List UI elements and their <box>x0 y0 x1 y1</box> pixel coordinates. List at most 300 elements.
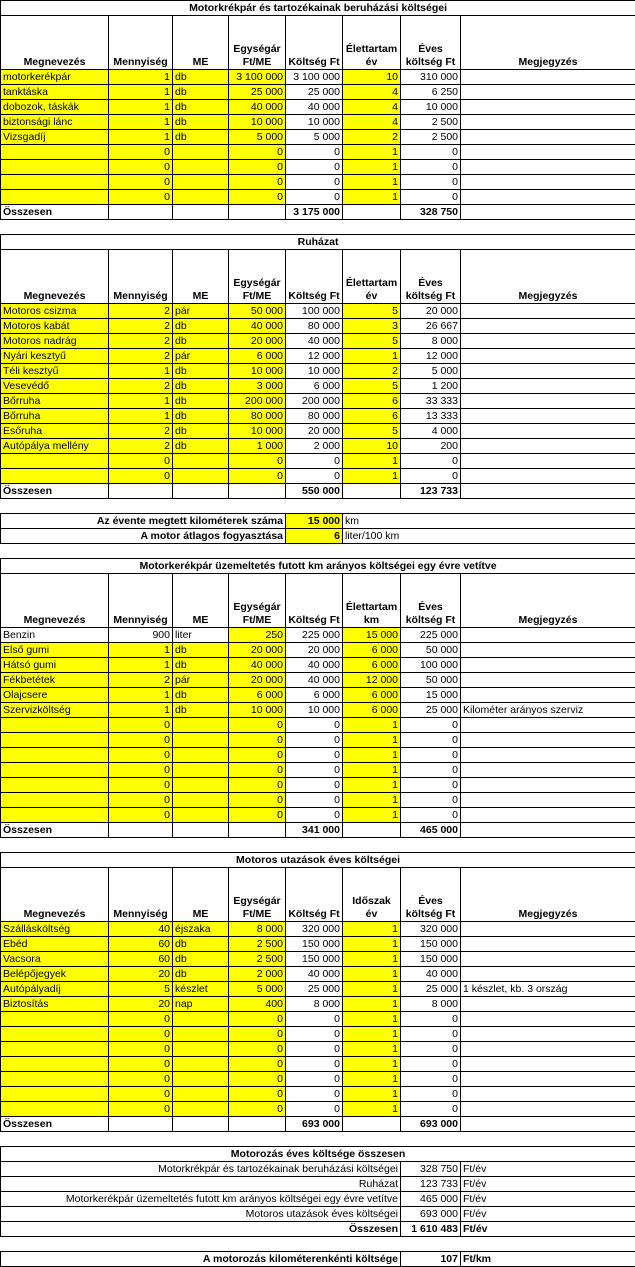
cell-unit: db <box>173 409 229 424</box>
table-row <box>1 424 635 439</box>
cell-cost: 40 000 <box>286 100 343 115</box>
total-cost: 693 000 <box>286 1117 343 1132</box>
section-title: Ruházat <box>1 235 635 250</box>
table-row <box>1 364 635 379</box>
total-annual: 693 000 <box>401 1117 461 1132</box>
cell-price: 20 000 <box>229 673 286 688</box>
cell-name: Autópálya mellény <box>1 439 109 454</box>
cell-name: Szervizköltség <box>1 703 109 718</box>
cell-lifetime: 1 <box>343 1087 401 1102</box>
cell-lifetime: 4 <box>343 115 401 130</box>
table-row <box>1 673 635 688</box>
cell-annual: 0 <box>401 793 461 808</box>
cell-price: 0 <box>229 1102 286 1117</box>
cell-annual: 0 <box>401 1072 461 1087</box>
table-row <box>1 304 635 319</box>
cell-cost: 6 000 <box>286 688 343 703</box>
section3-total <box>1 823 635 853</box>
cell-cost: 6 000 <box>286 379 343 394</box>
cell-annual: 310 000 <box>401 70 461 85</box>
table-row <box>1 952 635 967</box>
summary-label: Motoros utazások éves költségei <box>1 1207 401 1222</box>
cell-note <box>461 469 635 484</box>
cell-lifetime: 10 <box>343 70 401 85</box>
fuel-label: A motor átlagos fogyasztása <box>1 529 286 544</box>
cell-cost: 0 <box>286 733 343 748</box>
cell-name: Fékbetétek <box>1 673 109 688</box>
cell-lifetime: 2 <box>343 130 401 145</box>
cell-price: 0 <box>229 190 286 205</box>
header-row <box>1 250 635 304</box>
cell-qty: 2 <box>109 334 173 349</box>
cell-name <box>1 190 109 205</box>
summary-value: 123 733 <box>401 1177 461 1192</box>
cell-name <box>1 763 109 778</box>
table-row <box>1 469 635 484</box>
cell-annual: 8 000 <box>401 997 461 1012</box>
cell-cost: 0 <box>286 748 343 763</box>
cell-annual: 0 <box>401 808 461 823</box>
cell-price: 40 000 <box>229 100 286 115</box>
cell-name: biztonsági lánc <box>1 115 109 130</box>
table-row <box>1 130 635 145</box>
cell-annual: 15 000 <box>401 688 461 703</box>
cell-price: 0 <box>229 160 286 175</box>
cell-note <box>461 763 635 778</box>
table-row <box>1 394 635 409</box>
cell-annual: 8 000 <box>401 334 461 349</box>
cell-annual: 225 000 <box>401 628 461 643</box>
summary-title: Motorozás éves költsége összesen <box>1 1147 635 1162</box>
cell-note <box>461 952 635 967</box>
cell-unit: db <box>173 952 229 967</box>
cell-cost: 40 000 <box>286 334 343 349</box>
cell-unit: db <box>173 688 229 703</box>
cell-name: Autópályadíj <box>1 982 109 997</box>
cell-lifetime: 1 <box>343 349 401 364</box>
cell-note <box>461 409 635 424</box>
cell-name <box>1 808 109 823</box>
cell-name: Szállásköltség <box>1 922 109 937</box>
table-row <box>1 658 635 673</box>
cell-qty: 1 <box>109 658 173 673</box>
cell-name <box>1 1102 109 1117</box>
cell-qty: 1 <box>109 643 173 658</box>
cell-qty: 0 <box>109 1072 173 1087</box>
col-header-name: Megnevezés <box>1 16 109 70</box>
table-row <box>1 1042 635 1057</box>
cell-annual: 25 000 <box>401 982 461 997</box>
col-header-price: Egységár Ft/ME <box>229 16 286 70</box>
cell-name <box>1 175 109 190</box>
summary-total-unit: Ft/év <box>461 1222 635 1237</box>
cell-note <box>461 778 635 793</box>
cell-cost: 40 000 <box>286 658 343 673</box>
cell-annual: 40 000 <box>401 967 461 982</box>
fuel-value: 6 <box>286 529 343 544</box>
col-header-annual: Éves költség Ft <box>401 574 461 628</box>
cell-annual: 0 <box>401 190 461 205</box>
cell-lifetime: 6 000 <box>343 703 401 718</box>
cell-qty: 40 <box>109 922 173 937</box>
cell-cost: 5 000 <box>286 130 343 145</box>
cell-unit <box>173 763 229 778</box>
cell-qty: 0 <box>109 763 173 778</box>
table-row <box>1 454 635 469</box>
table-row <box>1 748 635 763</box>
cell-price: 10 000 <box>229 424 286 439</box>
table-row <box>1 349 635 364</box>
cell-name <box>1 469 109 484</box>
cell-unit: db <box>173 70 229 85</box>
cell-lifetime: 1 <box>343 454 401 469</box>
col-header-note: Megjegyzés <box>461 250 635 304</box>
cell-name: Ebéd <box>1 937 109 952</box>
cell-lifetime: 5 <box>343 304 401 319</box>
cell-lifetime: 15 000 <box>343 628 401 643</box>
cell-qty: 1 <box>109 688 173 703</box>
section-clothing <box>1 235 635 304</box>
cell-cost: 0 <box>286 190 343 205</box>
col-header-note: Megjegyzés <box>461 16 635 70</box>
cell-price: 0 <box>229 1012 286 1027</box>
cell-note <box>461 394 635 409</box>
col-header-lifetime: Élettartam km <box>343 574 401 628</box>
cell-qty: 0 <box>109 1042 173 1057</box>
col-header-name: Megnevezés <box>1 868 109 922</box>
table-row <box>1 85 635 100</box>
section-title: Motorkrékpár és tartozékainak beruházási költségei <box>1 1 635 16</box>
cell-price: 2 000 <box>229 967 286 982</box>
table-row <box>1 409 635 424</box>
cell-note <box>461 1057 635 1072</box>
cell-lifetime: 1 <box>343 748 401 763</box>
cell-cost: 0 <box>286 1072 343 1087</box>
cell-annual: 50 000 <box>401 673 461 688</box>
cell-price: 10 000 <box>229 115 286 130</box>
cell-qty: 1 <box>109 70 173 85</box>
section4-total <box>1 1117 635 1147</box>
col-header-qty: Mennyiség <box>109 868 173 922</box>
cell-annual: 5 000 <box>401 364 461 379</box>
km-label: Az évente megtett kilométerek száma <box>1 514 286 529</box>
cell-annual: 0 <box>401 718 461 733</box>
cell-note: Kilométer arányos szerviz <box>461 703 635 718</box>
cell-annual: 200 <box>401 439 461 454</box>
cell-price: 2 500 <box>229 952 286 967</box>
cell-name: Biztosítás <box>1 997 109 1012</box>
cell-annual: 0 <box>401 160 461 175</box>
cell-unit: nap <box>173 997 229 1012</box>
table-row <box>1 763 635 778</box>
cell-price: 8 000 <box>229 922 286 937</box>
summary-total-value: 1 610 483 <box>401 1222 461 1237</box>
table-row <box>1 1072 635 1087</box>
cell-note <box>461 424 635 439</box>
cell-note <box>461 808 635 823</box>
cell-cost: 8 000 <box>286 997 343 1012</box>
table-row <box>1 439 635 454</box>
cell-qty: 20 <box>109 967 173 982</box>
cell-cost: 20 000 <box>286 643 343 658</box>
cell-qty: 0 <box>109 718 173 733</box>
cell-annual: 0 <box>401 454 461 469</box>
cell-note <box>461 718 635 733</box>
table-row <box>1 334 635 349</box>
cell-price: 0 <box>229 1072 286 1087</box>
cell-note <box>461 967 635 982</box>
cell-qty: 0 <box>109 175 173 190</box>
col-header-lifetime: Élettartam év <box>343 16 401 70</box>
col-header-qty: Mennyiség <box>109 250 173 304</box>
cell-qty: 0 <box>109 733 173 748</box>
cell-name: Motoros csizma <box>1 304 109 319</box>
total-cost: 341 000 <box>286 823 343 838</box>
cell-qty: 0 <box>109 1027 173 1042</box>
cell-cost: 80 000 <box>286 409 343 424</box>
cell-unit: db <box>173 658 229 673</box>
cell-annual: 33 333 <box>401 394 461 409</box>
per-km-unit: Ft/km <box>461 1252 635 1267</box>
cell-note <box>461 160 635 175</box>
cell-note <box>461 1027 635 1042</box>
cell-qty: 2 <box>109 673 173 688</box>
col-header-note: Megjegyzés <box>461 574 635 628</box>
col-header-annual: Éves költség Ft <box>401 16 461 70</box>
table-row <box>1 733 635 748</box>
cell-lifetime: 4 <box>343 85 401 100</box>
cell-unit <box>173 793 229 808</box>
cell-price: 0 <box>229 1042 286 1057</box>
cell-annual: 10 000 <box>401 100 461 115</box>
cell-unit <box>173 1027 229 1042</box>
cell-cost: 20 000 <box>286 424 343 439</box>
cell-qty: 0 <box>109 1012 173 1027</box>
cell-annual: 0 <box>401 145 461 160</box>
cell-qty: 0 <box>109 145 173 160</box>
cell-note <box>461 658 635 673</box>
col-header-cost: Költség Ft <box>286 868 343 922</box>
cell-unit <box>173 1042 229 1057</box>
cell-lifetime: 6 000 <box>343 688 401 703</box>
section-investment <box>1 1 635 70</box>
table-row <box>1 145 635 160</box>
cell-qty: 2 <box>109 379 173 394</box>
cell-unit: db <box>173 394 229 409</box>
cell-price: 3 100 000 <box>229 70 286 85</box>
cell-unit: db <box>173 643 229 658</box>
cell-price: 20 000 <box>229 643 286 658</box>
cell-annual: 0 <box>401 1057 461 1072</box>
cell-cost: 0 <box>286 469 343 484</box>
cell-qty: 1 <box>109 100 173 115</box>
cell-name: tanktáska <box>1 85 109 100</box>
cell-price: 25 000 <box>229 85 286 100</box>
cell-note <box>461 454 635 469</box>
cell-name <box>1 1012 109 1027</box>
cell-qty: 1 <box>109 85 173 100</box>
per-km-value: 107 <box>401 1252 461 1267</box>
cell-note <box>461 439 635 454</box>
cell-lifetime: 2 <box>343 364 401 379</box>
cell-annual: 150 000 <box>401 952 461 967</box>
cell-annual: 0 <box>401 1087 461 1102</box>
cell-cost: 320 000 <box>286 922 343 937</box>
per-km-label: A motorozás kilométerenkénti költsége <box>1 1252 401 1267</box>
cell-name <box>1 1057 109 1072</box>
cell-name <box>1 1027 109 1042</box>
cell-name: Belépőjegyek <box>1 967 109 982</box>
cell-note: 1 készlet, kb. 3 ország <box>461 982 635 997</box>
col-header-annual: Éves költség Ft <box>401 250 461 304</box>
col-header-unit: ME <box>173 574 229 628</box>
cell-lifetime: 1 <box>343 937 401 952</box>
cell-cost: 3 100 000 <box>286 70 343 85</box>
cell-annual: 6 250 <box>401 85 461 100</box>
cell-unit <box>173 1087 229 1102</box>
summary <box>1 1147 635 1267</box>
cell-price: 5 000 <box>229 982 286 997</box>
cell-annual: 4 000 <box>401 424 461 439</box>
cell-cost: 0 <box>286 793 343 808</box>
cell-price: 0 <box>229 1087 286 1102</box>
cell-note <box>461 733 635 748</box>
cell-cost: 0 <box>286 718 343 733</box>
cell-price: 6 000 <box>229 688 286 703</box>
cell-price: 20 000 <box>229 334 286 349</box>
section2-total <box>1 484 635 514</box>
section-travel <box>1 853 635 922</box>
table-row <box>1 937 635 952</box>
cell-qty: 2 <box>109 319 173 334</box>
cell-price: 250 <box>229 628 286 643</box>
cell-lifetime: 5 <box>343 424 401 439</box>
cell-lifetime: 1 <box>343 1057 401 1072</box>
cell-unit <box>173 175 229 190</box>
cell-note <box>461 1102 635 1117</box>
km-unit: km <box>343 514 635 529</box>
cell-qty: 0 <box>109 469 173 484</box>
table-row <box>1 190 635 205</box>
cell-unit: készlet <box>173 982 229 997</box>
cell-note <box>461 175 635 190</box>
cell-cost: 0 <box>286 145 343 160</box>
cell-cost: 2 000 <box>286 439 343 454</box>
cell-unit: db <box>173 703 229 718</box>
cell-annual: 12 000 <box>401 349 461 364</box>
cell-note <box>461 304 635 319</box>
cell-unit: db <box>173 319 229 334</box>
cell-qty: 0 <box>109 748 173 763</box>
cell-annual: 20 000 <box>401 304 461 319</box>
col-header-cost: Költség Ft <box>286 574 343 628</box>
cell-price: 2 500 <box>229 937 286 952</box>
cell-lifetime: 5 <box>343 379 401 394</box>
cell-cost: 100 000 <box>286 304 343 319</box>
cell-annual: 100 000 <box>401 658 461 673</box>
col-header-qty: Mennyiség <box>109 574 173 628</box>
cell-note <box>461 793 635 808</box>
cell-lifetime: 6 <box>343 409 401 424</box>
cell-unit: pár <box>173 304 229 319</box>
cell-name: dobozok, táskák <box>1 100 109 115</box>
table-row <box>1 115 635 130</box>
cell-lifetime: 1 <box>343 808 401 823</box>
summary-total-label: Összesen <box>1 1222 401 1237</box>
cell-qty: 0 <box>109 160 173 175</box>
cell-note <box>461 1087 635 1102</box>
cell-cost: 10 000 <box>286 364 343 379</box>
cell-unit <box>173 1102 229 1117</box>
cell-qty: 60 <box>109 937 173 952</box>
cell-unit: db <box>173 85 229 100</box>
col-header-cost: Költség Ft <box>286 16 343 70</box>
cell-price: 0 <box>229 145 286 160</box>
table-row <box>1 1087 635 1102</box>
cell-lifetime: 1 <box>343 145 401 160</box>
cell-price: 6 000 <box>229 349 286 364</box>
cell-lifetime: 10 <box>343 439 401 454</box>
cell-cost: 25 000 <box>286 982 343 997</box>
cell-lifetime: 1 <box>343 190 401 205</box>
cell-note <box>461 100 635 115</box>
cell-note <box>461 145 635 160</box>
cell-note <box>461 85 635 100</box>
table-row <box>1 160 635 175</box>
cell-lifetime: 1 <box>343 967 401 982</box>
cell-lifetime: 1 <box>343 469 401 484</box>
cell-cost: 200 000 <box>286 394 343 409</box>
header-row <box>1 868 635 922</box>
cell-qty: 1 <box>109 115 173 130</box>
col-header-note: Megjegyzés <box>461 868 635 922</box>
cell-qty: 0 <box>109 454 173 469</box>
cell-lifetime: 1 <box>343 1012 401 1027</box>
table-row <box>1 688 635 703</box>
cell-note <box>461 334 635 349</box>
cell-annual: 26 667 <box>401 319 461 334</box>
total-label: Összesen <box>1 1117 109 1132</box>
cell-qty: 0 <box>109 1087 173 1102</box>
cell-name: motorkerékpár <box>1 70 109 85</box>
summary-label: Motorkrékpár és tartozékainak beruházási költségei <box>1 1162 401 1177</box>
cell-unit <box>173 1057 229 1072</box>
cell-cost: 0 <box>286 1042 343 1057</box>
cell-cost: 0 <box>286 175 343 190</box>
cell-annual: 25 000 <box>401 703 461 718</box>
cell-note <box>461 748 635 763</box>
cell-name: Téli kesztyű <box>1 364 109 379</box>
table-row <box>1 967 635 982</box>
cell-unit <box>173 718 229 733</box>
section-operation <box>1 559 635 628</box>
cell-cost: 10 000 <box>286 703 343 718</box>
cell-unit: db <box>173 334 229 349</box>
cell-note <box>461 922 635 937</box>
cell-unit <box>173 145 229 160</box>
table-row <box>1 100 635 115</box>
cell-cost: 12 000 <box>286 349 343 364</box>
cell-name: Hátsó gumi <box>1 658 109 673</box>
cell-annual: 150 000 <box>401 937 461 952</box>
cell-price: 10 000 <box>229 703 286 718</box>
cell-lifetime: 1 <box>343 160 401 175</box>
cell-price: 200 000 <box>229 394 286 409</box>
cell-price: 0 <box>229 733 286 748</box>
cell-note <box>461 1072 635 1087</box>
summary-value: 693 000 <box>401 1207 461 1222</box>
cell-name <box>1 733 109 748</box>
